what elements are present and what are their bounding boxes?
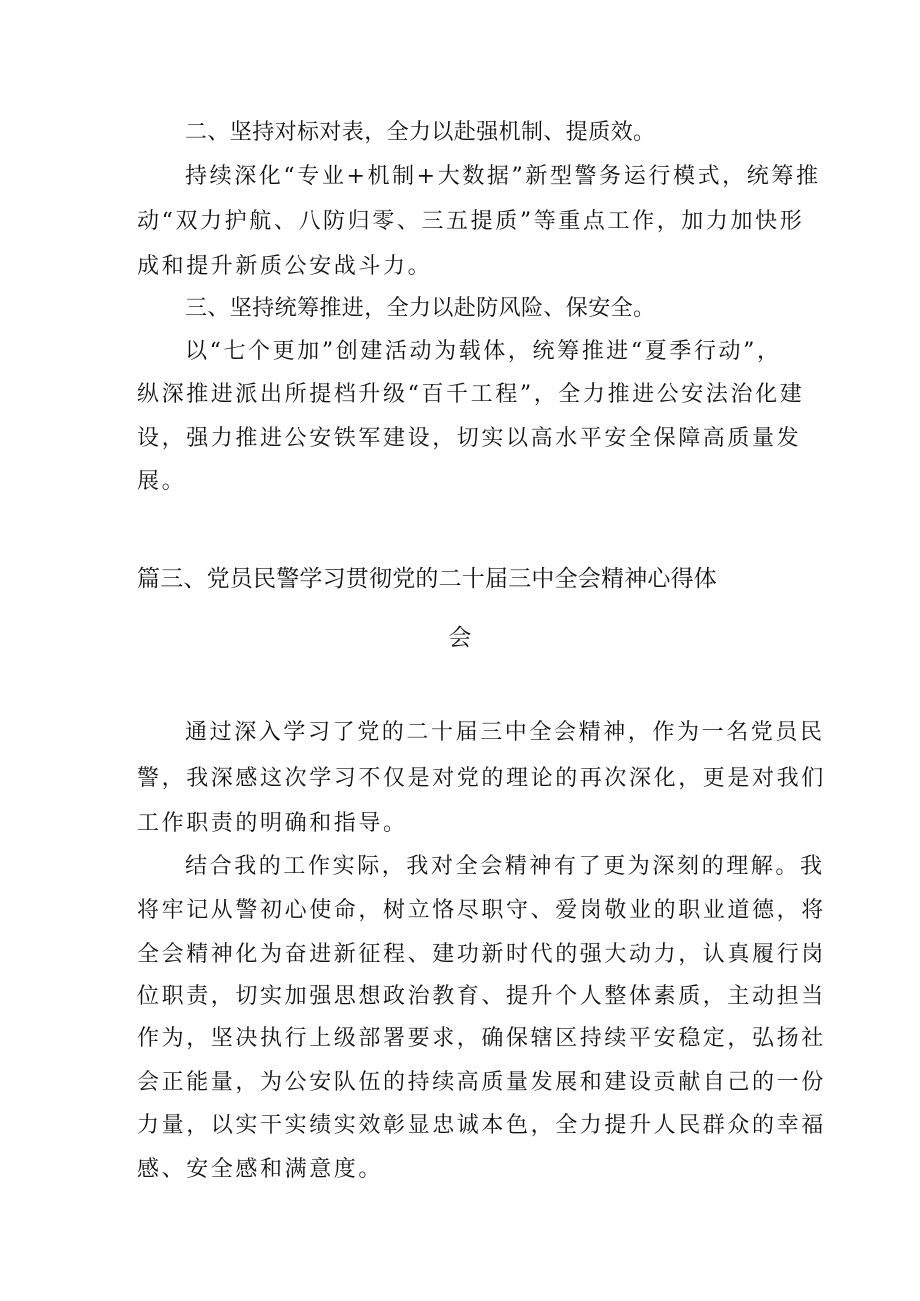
section2-text-line-3: 成和提升新质公安战斗力。	[137, 254, 433, 279]
section-heading-3: 三、坚持统筹推进，全力以赴防风险、保安全。	[185, 296, 656, 321]
para2-line-3: 全会精神化为奋进新征程、建功新时代的强大动力，认真履行岗	[137, 942, 826, 967]
section-heading-2: 二、坚持对标对表，全力以赴强机制、提质效。	[185, 120, 656, 145]
para2-line-8: 感、安全感和满意度。	[137, 1157, 384, 1182]
section3-text-line-2: 纵深推进派出所提档升级“百千工程”，全力推进公安法治化建	[137, 382, 805, 407]
section3-text-line-4: 展。	[137, 469, 187, 494]
section2-text-line-2: 动“双力护航、八防归零、三五提质”等重点工作，加力加快形	[137, 209, 805, 234]
para2-line-4: 位职责，切实加强思想政治教育、提升个人整体素质，主动担当	[137, 984, 826, 1009]
article-title-line-2: 会	[448, 625, 472, 651]
section3-text-line-3: 设，强力推进公安铁军建设，切实以高水平安全保障高质量发	[137, 426, 802, 451]
para2-line-2: 将牢记从警初心使命，树立恪尽职守、爱岗敬业的职业道德，将	[137, 898, 826, 923]
para2-line-6: 会正能量，为公安队伍的持续高质量发展和建设贡献自己的一份	[137, 1070, 826, 1095]
para1-line-2: 警，我深感这次学习不仅是对党的理论的再次深化，更是对我们	[137, 766, 826, 791]
para1-line-3: 工作职责的明确和指导。	[137, 811, 408, 836]
para1-line-1: 通过深入学习了党的二十届三中全会精神，作为一名党员民	[185, 720, 825, 745]
para2-line-1: 结合我的工作实际，我对全会精神有了更为深刻的理解。我	[185, 854, 825, 879]
para2-line-5: 作为，坚决执行上级部署要求，确保辖区持续平安稳定，弘扬社	[137, 1026, 826, 1051]
para2-line-7: 力量，以实干实绩实效彰显忠诚本色，全力提升人民群众的幸福	[137, 1113, 826, 1138]
section3-text-line-1: 以“七个更加”创建活动为载体，统筹推进“夏季行动”，	[185, 339, 782, 364]
section2-text-line-1: 持续深化“专业+机制+大数据”新型警务运行模式，统筹推	[185, 164, 821, 189]
article-title-line-1: 篇三、党员民警学习贯彻党的二十届三中全会精神心得体	[137, 566, 717, 592]
